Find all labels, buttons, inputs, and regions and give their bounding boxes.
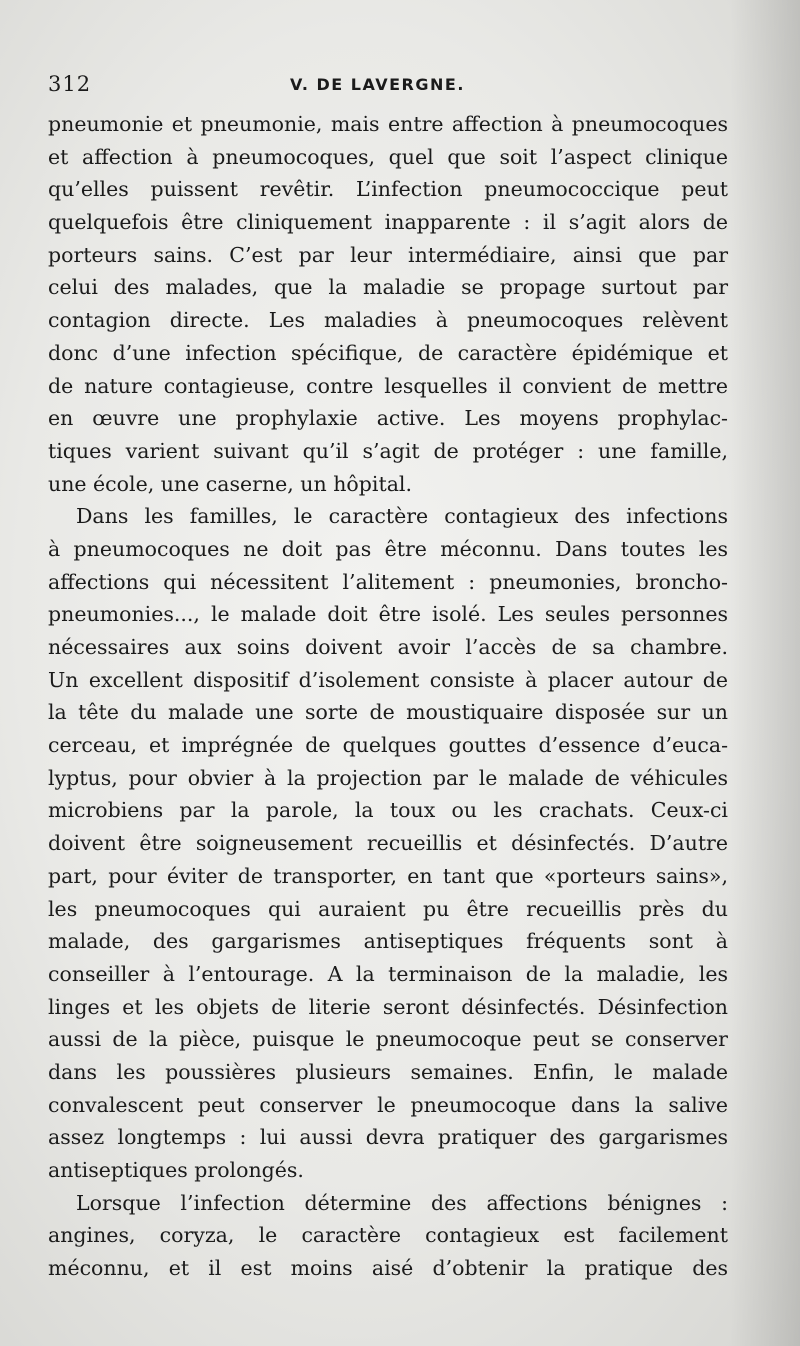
text-line: lyptus, pour obvier à la projection par le malade de véhicules <box>48 765 728 790</box>
text-line: quelquefois être cliniquement inapparente : il s’agit alors de <box>48 210 728 235</box>
text-line: méconnu, et il est moins aisé d’obtenir la pratique des <box>48 1256 728 1281</box>
text-line: dans les poussières plusieurs semaines. Enfin, le malade <box>48 1059 728 1084</box>
text-line: doivent être soigneusement recueillis et désinfectés. D’autre <box>48 831 728 856</box>
text-line: malade, des gargarismes antiseptiques fréquents sont à <box>48 929 728 954</box>
text-line: de nature contagieuse, contre lesquelles il convient de mettre <box>48 373 728 398</box>
text-line: celui des malades, que la maladie se propage surtout par <box>48 275 728 300</box>
text-line: et affection à pneumocoques, quel que soit l’aspect clinique <box>48 144 728 169</box>
text-line: antiseptiques prolongés. <box>48 1158 304 1182</box>
text-line: la tête du malade une sorte de moustiquaire disposée sur un <box>48 700 728 725</box>
text-line: Lorsque l’infection détermine des affections bénignes : <box>76 1190 728 1215</box>
text-line: assez longtemps : lui aussi devra pratiquer des gargarismes <box>48 1125 728 1150</box>
page-header <box>48 72 748 102</box>
text-line: pneumonies..., le malade doit être isolé. Les seules personnes <box>48 602 728 627</box>
text-line: aussi de la pièce, puisque le pneumocoque peut se conserver <box>48 1027 728 1052</box>
text-line: contagion directe. Les maladies à pneumocoques relèvent <box>48 308 728 333</box>
text-line: les pneumocoques qui auraient pu être recueillis près du <box>48 896 728 921</box>
text-line: donc d’une infection spécifique, de caractère épidémique et <box>48 340 728 365</box>
running-head: V. DE LAVERGNE. <box>290 75 465 94</box>
text-line: qu’elles puissent revêtir. L’infection pneumococcique peut <box>48 177 728 202</box>
text-line: convalescent peut conserver le pneumocoque dans la salive <box>48 1092 728 1117</box>
text-line: part, pour éviter de transporter, en tant que «porteurs sains», <box>48 863 728 888</box>
text-line: porteurs sains. C’est par leur intermédiaire, ainsi que par <box>48 242 728 267</box>
text-line: conseiller à l’entourage. A la terminaison de la maladie, les <box>48 961 728 986</box>
text-line: une école, une caserne, un hôpital. <box>48 471 412 496</box>
text-line: affections qui nécessitent l’alitement : pneumonies, broncho- <box>48 569 728 594</box>
text-line: Dans les familles, le caractère contagieux des infections <box>76 504 728 529</box>
page-number: 312 <box>48 72 92 96</box>
text-line: Un excellent dispositif d’isolement consiste à placer autour de <box>48 667 728 692</box>
text-line: nécessaires aux soins doivent avoir l’accès de sa chambre. <box>48 635 728 659</box>
text-line: linges et les objets de literie seront désinfectés. Désinfection <box>48 994 728 1019</box>
text-line: cerceau, et imprégnée de quelques gouttes d’essence d’euca- <box>48 733 728 758</box>
text-line: tiques varient suivant qu’il s’agit de protéger : une famille, <box>48 438 728 463</box>
body-text <box>48 108 728 1285</box>
text-line: pneumonie et pneumonie, mais entre affection à pneumocoques <box>48 112 728 136</box>
text-line: microbiens par la parole, la toux ou les crachats. Ceux-ci <box>48 798 728 823</box>
text-line: angines, coryza, le caractère contagieux est facilement <box>48 1223 728 1248</box>
text-line: à pneumocoques ne doit pas être méconnu. Dans toutes les <box>48 536 728 561</box>
text-line: en œuvre une prophylaxie active. Les moyens prophylac- <box>48 406 728 431</box>
